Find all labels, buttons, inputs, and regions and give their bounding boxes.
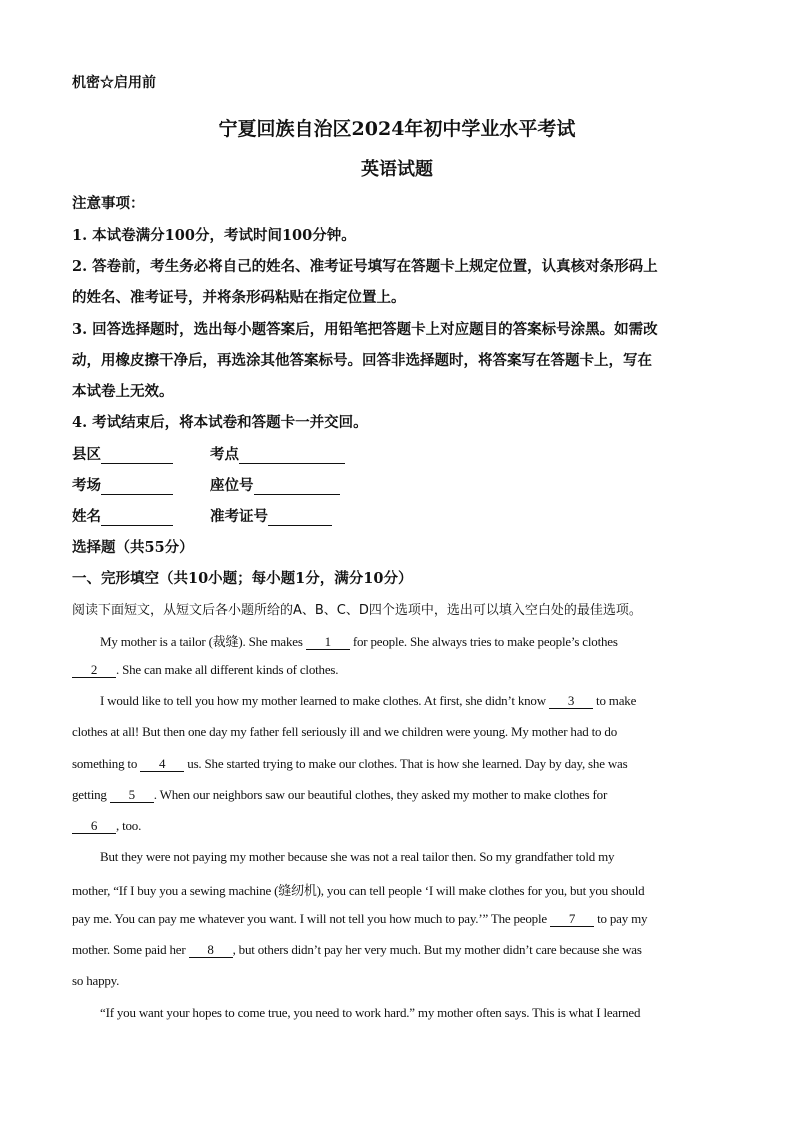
exam-site-blank[interactable] [239,447,345,464]
blank-7[interactable]: 7 [550,912,594,927]
seat-no-label: 座位号 [210,477,254,494]
ticket-no-label: 准考证号 [210,508,268,525]
note-line: 3. 回答选择题时，选出每小题答案后，用铅笔把答题卡上对应题目的答案标号涂黑。如需改 [72,321,658,338]
exam-room-label: 考场 [72,477,101,494]
exam-site-label: 考点 [210,446,239,463]
note-line: 的姓名、准考证号，并将条形码粘贴在指定位置上。 [72,289,406,306]
field-row [72,443,722,465]
blank-4[interactable]: 4 [140,757,184,772]
part1-heading: 一、完形填空（共10小题；每小题1分，满分10分） [72,570,413,587]
county-blank[interactable] [101,447,173,464]
blank-8[interactable]: 8 [189,943,233,958]
field-row [72,505,722,527]
passage-line: so happy. [72,973,120,988]
note-line: 1. 本试卷满分100分，考试时间100分钟。 [72,227,356,244]
name-label: 姓名 [72,508,101,525]
blank-5[interactable]: 5 [110,788,154,803]
passage-line: clothes at all! But then one day my father fell seriously ill and we children were young. My mother had to do [72,724,617,739]
passage-line: something to 4 us. She started trying to make our clothes. That is how she learned. Day by day, she was [72,756,628,771]
passage-line: 6 , too. [72,818,141,834]
notes-heading: 注意事项： [72,195,145,212]
exam-title: 宁夏回族自治区2024年初中学业水平考试 [218,118,576,140]
passage-line: My mother is a tailor (裁缝). She makes 1 for people. She always tries to make people’s clothes [100,634,618,649]
passage-line: But they were not paying my mother because she was not a real tailor then. So my grandfather told my [100,849,615,864]
section-choice-heading: 选择题（共55分） [72,539,194,556]
blank-1[interactable]: 1 [306,635,350,650]
note-line: 2. 答卷前，考生务必将自己的姓名、准考证号填写在答题卡上规定位置，认真核对条形码上 [72,258,658,275]
name-blank[interactable] [101,509,173,526]
passage-line: pay me. You can pay me whatever you want. I will not tell you how much to pay.’” The people 7 to pay my [72,911,648,926]
note-line: 动，用橡皮擦干净后，再选涂其他答案标号。回答非选择题时，将答案写在答题卡上，写在 [72,352,652,369]
county-field[interactable] [72,443,173,464]
blank-2[interactable]: 2 [72,663,116,678]
ticket-no-field[interactable] [210,505,332,526]
passage-line: 2 . She can make all different kinds of clothes. [72,662,338,678]
instruction-text: 阅读下面短文，从短文后各小题所给的A、B、C、D四个选项中，选出可以填入空白处的最佳选项。 [72,603,642,618]
seat-no-field[interactable] [210,474,340,495]
exam-room-field[interactable] [72,474,173,495]
exam-site-field[interactable] [210,443,345,464]
county-label: 县区 [72,446,101,463]
passage-line: mother. Some paid her 8 , but others didn’t pay her very much. But my mother didn’t care because she was [72,942,642,957]
note-line: 本试卷上无效。 [72,383,174,400]
passage-line: “If you want your hopes to come true, you need to work hard.” my mother often says. This is what I learned [100,1005,641,1020]
exam-room-blank[interactable] [101,478,173,495]
confidential-label: 机密☆启用前 [72,75,156,91]
ticket-no-blank[interactable] [268,509,332,526]
blank-6[interactable]: 6 [72,819,116,834]
exam-subtitle: 英语试题 [361,159,433,180]
passage-line: getting 5 . When our neighbors saw our beautiful clothes, they asked my mother to make clothes for [72,787,608,802]
field-row [72,474,722,496]
name-field[interactable] [72,505,173,526]
passage-line: mother, “If I buy you a sewing machine (缝纫机), you can tell people ‘I will make clothes for you, but you should [72,883,645,898]
note-line: 4. 考试结束后，将本试卷和答题卡一并交回。 [72,414,368,431]
seat-no-blank[interactable] [254,478,340,495]
blank-3[interactable]: 3 [549,694,593,709]
passage-line: I would like to tell you how my mother learned to make clothes. At first, she didn’t know 3 to make [100,693,637,708]
